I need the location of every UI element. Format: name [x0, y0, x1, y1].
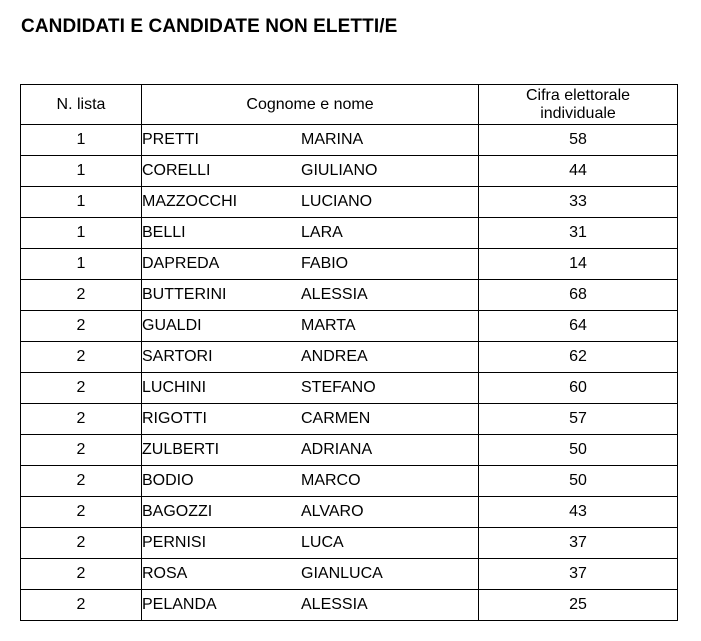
name-cell — [142, 559, 479, 590]
first-name: STEFANO — [301, 379, 376, 396]
first-name: CARMEN — [301, 410, 371, 427]
votes-cell: 31 — [479, 218, 678, 249]
list-number-cell: 2 — [21, 311, 142, 342]
table-row — [21, 249, 678, 280]
first-name: MARTA — [301, 317, 356, 334]
first-name: ADRIANA — [301, 441, 373, 458]
first-name: ALESSIA — [301, 286, 368, 303]
surname: BUTTERINI — [142, 286, 227, 303]
table-row — [21, 280, 678, 311]
list-number-cell: 1 — [21, 125, 142, 156]
table-row — [21, 497, 678, 528]
table-row — [21, 187, 678, 218]
name-cell — [142, 466, 479, 497]
table-row — [21, 373, 678, 404]
list-number-cell: 1 — [21, 218, 142, 249]
table-body — [21, 125, 678, 621]
table-row — [21, 559, 678, 590]
votes-cell: 57 — [479, 404, 678, 435]
table-row — [21, 218, 678, 249]
table-row — [21, 342, 678, 373]
table-header — [21, 85, 678, 125]
name-cell — [142, 125, 479, 156]
votes-cell: 44 — [479, 156, 678, 187]
first-name: ANDREA — [301, 348, 368, 365]
list-number-cell: 2 — [21, 497, 142, 528]
candidates-table — [20, 84, 678, 621]
table-row — [21, 435, 678, 466]
first-name: GIANLUCA — [301, 565, 383, 582]
list-number-cell: 2 — [21, 559, 142, 590]
surname: RIGOTTI — [142, 410, 207, 427]
surname: SARTORI — [142, 348, 213, 365]
table-row — [21, 590, 678, 621]
surname: GUALDI — [142, 317, 202, 334]
name-cell — [142, 311, 479, 342]
surname: ROSA — [142, 565, 188, 582]
name-cell — [142, 280, 479, 311]
list-number-cell: 2 — [21, 373, 142, 404]
votes-cell: 60 — [479, 373, 678, 404]
first-name: LUCA — [301, 534, 344, 551]
surname: LUCHINI — [142, 379, 207, 396]
surname: PERNISI — [142, 534, 207, 551]
surname: BAGOZZI — [142, 503, 213, 520]
list-number-cell: 2 — [21, 342, 142, 373]
votes-cell: 62 — [479, 342, 678, 373]
surname: ZULBERTI — [142, 441, 220, 458]
first-name: MARCO — [301, 472, 361, 489]
list-number-cell: 2 — [21, 528, 142, 559]
surname: BELLI — [142, 224, 186, 241]
list-number-cell: 1 — [21, 187, 142, 218]
table-row — [21, 311, 678, 342]
page-title: CANDIDATI E CANDIDATE NON ELETTI/E — [21, 16, 398, 37]
table-row — [21, 466, 678, 497]
table-row — [21, 528, 678, 559]
surname: PRETTI — [142, 131, 199, 148]
first-name: GIULIANO — [301, 162, 378, 179]
name-cell — [142, 187, 479, 218]
first-name: ALVARO — [301, 503, 364, 520]
header-list-number: N. lista — [21, 85, 142, 125]
first-name: MARINA — [301, 131, 364, 148]
votes-cell: 68 — [479, 280, 678, 311]
name-cell — [142, 249, 479, 280]
first-name: FABIO — [301, 255, 349, 272]
name-cell — [142, 156, 479, 187]
votes-cell: 14 — [479, 249, 678, 280]
list-number-cell: 2 — [21, 404, 142, 435]
surname: PELANDA — [142, 596, 217, 613]
header-votes-line2: individuale — [540, 104, 616, 122]
votes-cell: 64 — [479, 311, 678, 342]
name-cell — [142, 218, 479, 249]
name-cell — [142, 404, 479, 435]
header-name: Cognome e nome — [142, 85, 479, 125]
name-cell — [142, 528, 479, 559]
table-row — [21, 404, 678, 435]
table-row — [21, 125, 678, 156]
name-cell — [142, 342, 479, 373]
votes-cell: 33 — [479, 187, 678, 218]
surname: CORELLI — [142, 162, 211, 179]
list-number-cell: 1 — [21, 156, 142, 187]
list-number-cell: 1 — [21, 249, 142, 280]
list-number-cell: 2 — [21, 466, 142, 497]
votes-cell: 37 — [479, 559, 678, 590]
name-cell — [142, 435, 479, 466]
surname: BODIO — [142, 472, 194, 489]
header-row — [21, 85, 678, 125]
surname: DAPREDA — [142, 255, 220, 272]
table-row — [21, 156, 678, 187]
list-number-cell: 2 — [21, 280, 142, 311]
votes-cell: 50 — [479, 466, 678, 497]
first-name: ALESSIA — [301, 596, 368, 613]
name-cell — [142, 590, 479, 621]
votes-cell: 43 — [479, 497, 678, 528]
votes-cell: 50 — [479, 435, 678, 466]
header-votes-line1: Cifra elettorale — [525, 86, 631, 104]
first-name: LUCIANO — [301, 193, 373, 210]
list-number-cell: 2 — [21, 590, 142, 621]
list-number-cell: 2 — [21, 435, 142, 466]
header-votes — [479, 85, 678, 125]
surname: MAZZOCCHI — [142, 193, 238, 210]
votes-cell: 37 — [479, 528, 678, 559]
votes-cell: 58 — [479, 125, 678, 156]
name-cell — [142, 497, 479, 528]
first-name: LARA — [301, 224, 343, 241]
votes-cell: 25 — [479, 590, 678, 621]
name-cell — [142, 373, 479, 404]
